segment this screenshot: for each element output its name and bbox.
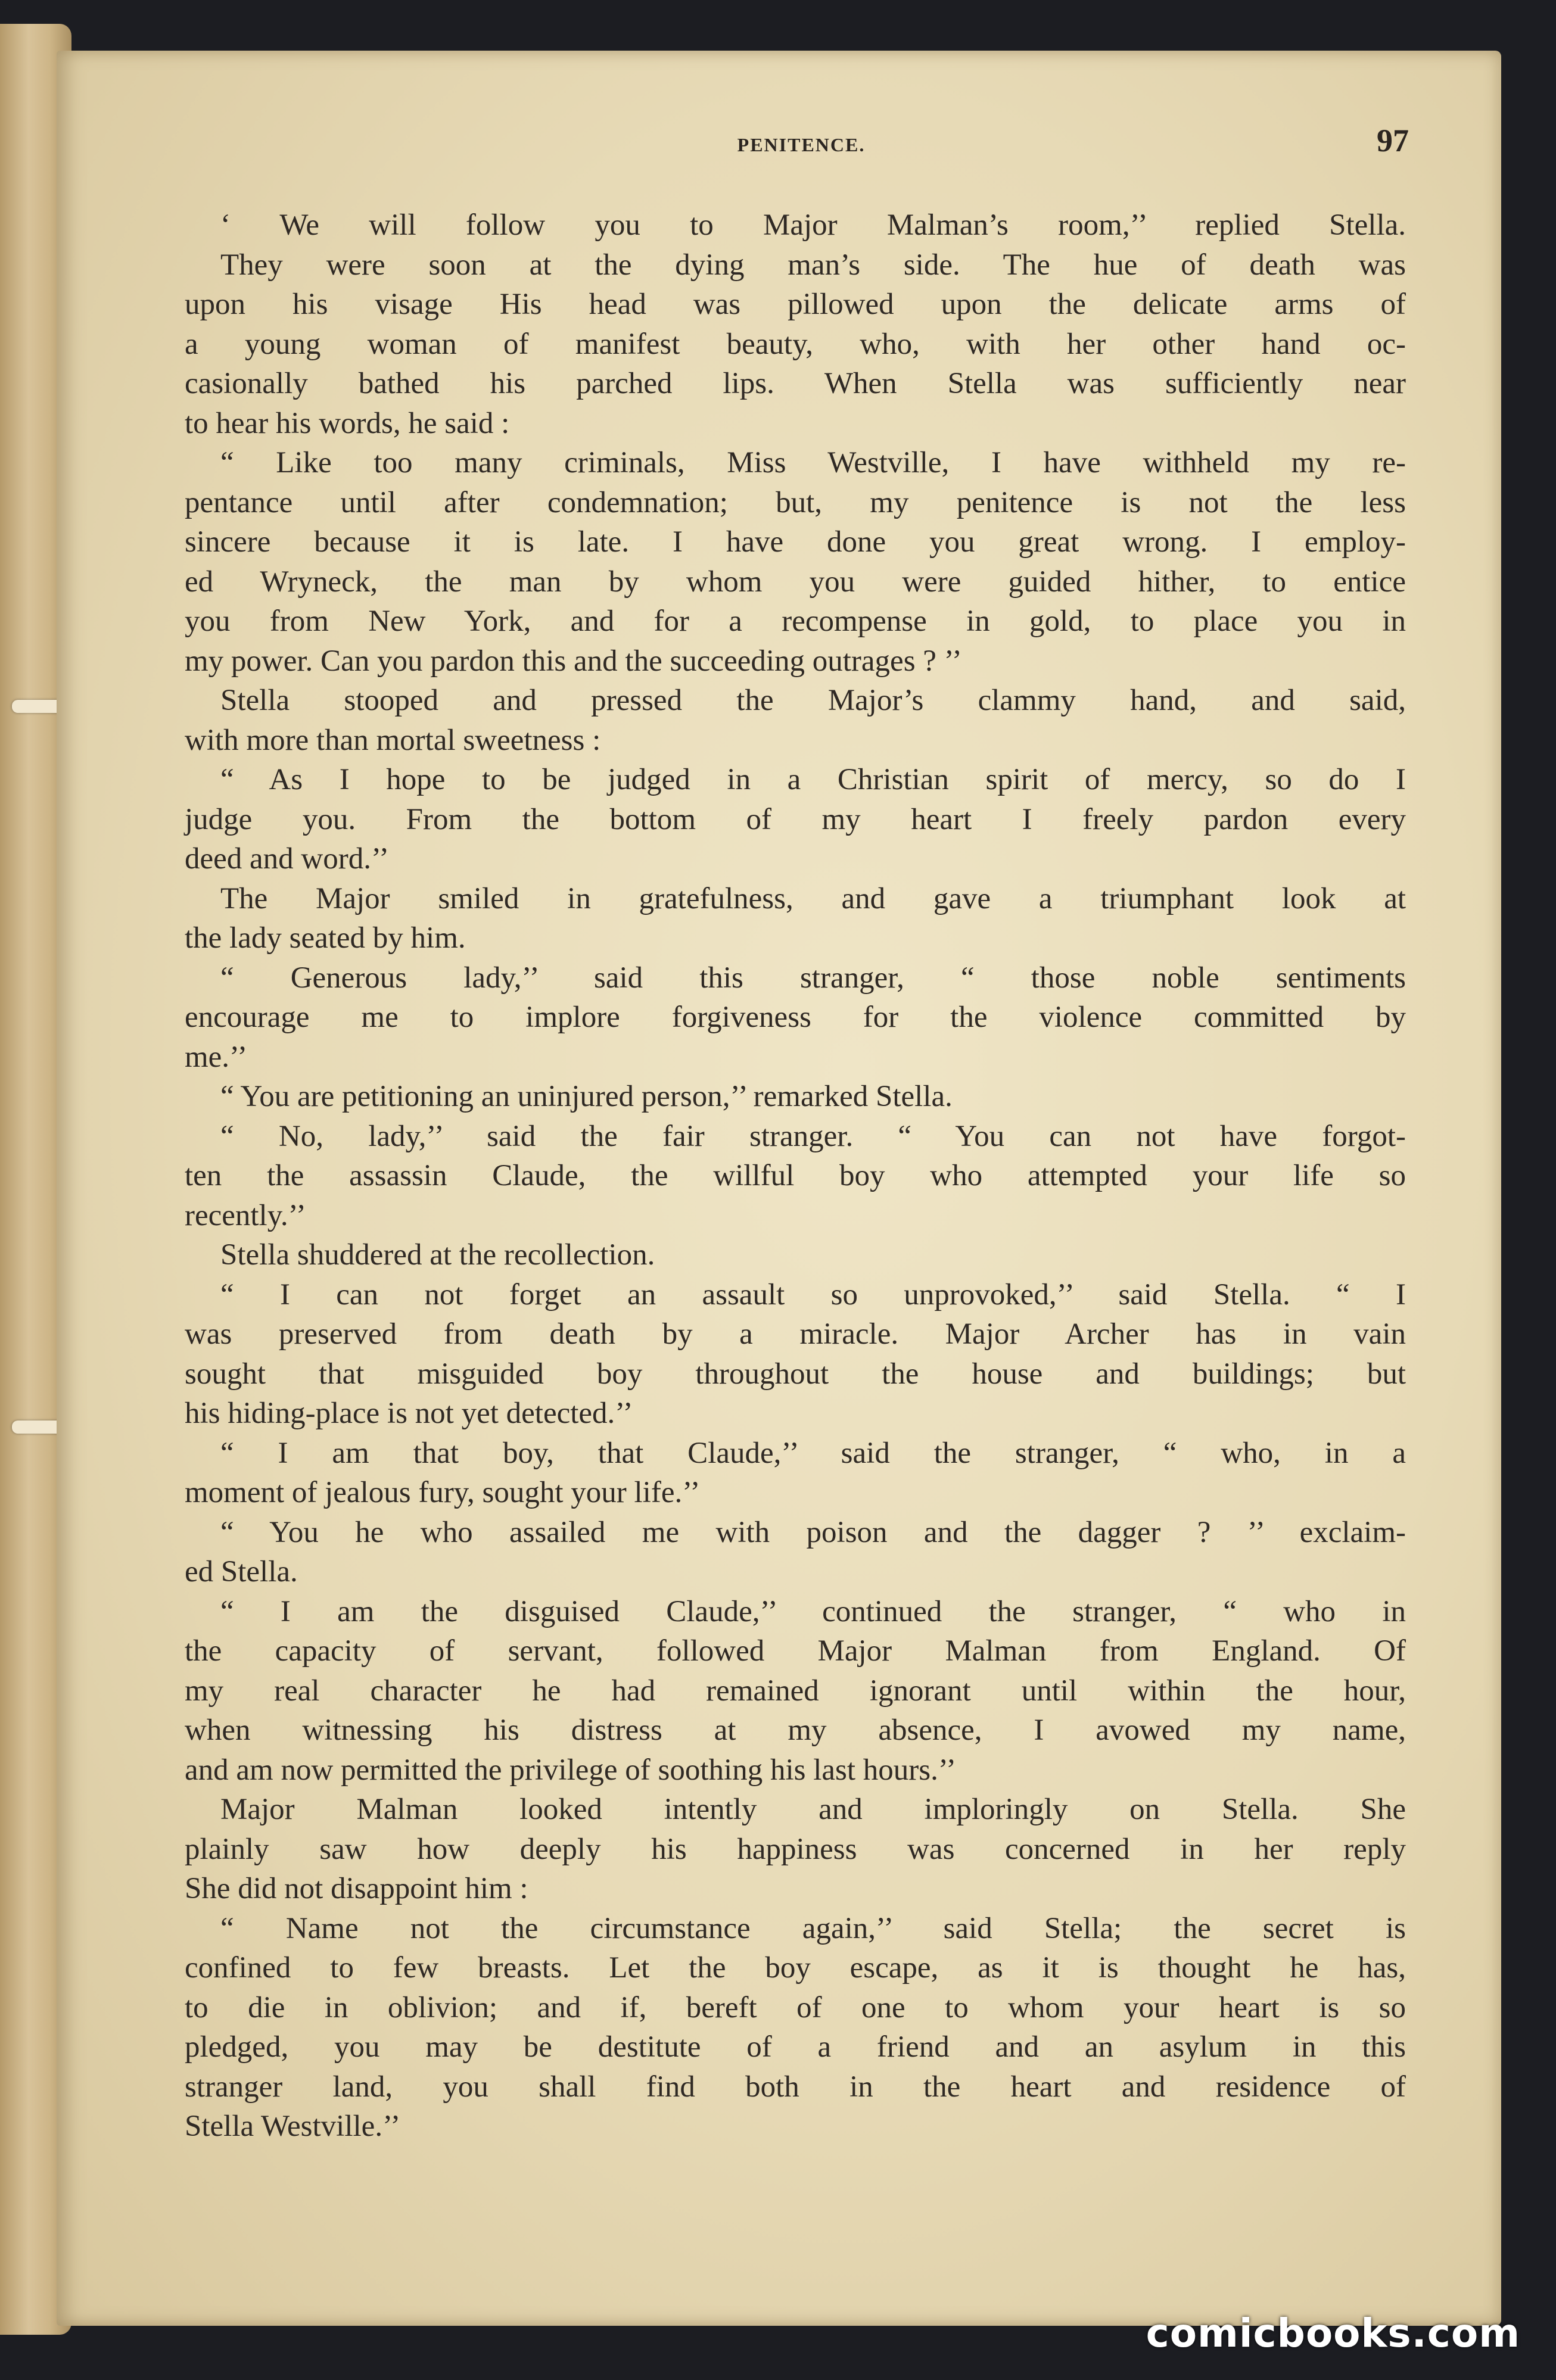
text-line: ‘ We will follow you to Major Malman’s room,’’ replied Stella.	[220, 208, 1406, 242]
text-line: confined to few breasts. Let the boy escape, as it is thought he has,	[185, 1951, 1406, 1985]
text-line: Stella Westville.’’	[185, 2110, 401, 2143]
text-line: She did not disappoint him :	[185, 1872, 528, 1905]
body-text	[185, 205, 1406, 2147]
book-page	[57, 51, 1501, 2326]
text-line: ten the assassin Claude, the willful boy who attempted your life so	[185, 1159, 1406, 1192]
text-line: my real character he had remained ignorant until within the hour,	[185, 1674, 1406, 1708]
text-line: upon his visage His head was pillowed upon the delicate arms of	[185, 288, 1406, 321]
text-line: “ Name not the circumstance again,’’ said Stella; the secret is	[220, 1911, 1406, 1945]
text-line: encourage me to implore forgiveness for the violence committed by	[185, 1001, 1406, 1034]
text-line: “ You he who assailed me with poison and the dagger ? ’’ exclaim-	[220, 1515, 1406, 1549]
text-line: and am now permitted the privilege of soothing his last hours.’’	[185, 1753, 957, 1787]
page-number: 97	[1377, 123, 1409, 158]
text-line: ed Wryneck, the man by whom you were guided hither, to entice	[185, 565, 1406, 599]
text-line: moment of jealous fury, sought your life.’’	[185, 1476, 701, 1509]
text-line: ed Stella.	[185, 1555, 298, 1588]
text-line: “ As I hope to be judged in a Christian spirit of mercy, so do I	[220, 763, 1406, 796]
text-line: pentance until after condemnation; but, my penitence is not the less	[185, 485, 1406, 519]
text-line: “ Generous lady,’’ said this stranger, “ those noble sentiments	[220, 961, 1406, 995]
text-line: The Major smiled in gratefulness, and gave a triumphant look at	[220, 881, 1406, 915]
text-line: me.’’	[185, 1040, 248, 1074]
text-line: the lady seated by him.	[185, 921, 466, 955]
text-line: “ I am that boy, that Claude,’’ said the stranger, “ who, in a	[220, 1436, 1406, 1470]
text-line: plainly saw how deeply his happiness was concerned in her reply	[185, 1832, 1406, 1866]
text-line: when witnessing his distress at my absence, I avowed my name,	[185, 1714, 1406, 1747]
text-line: Stella shuddered at the recollection.	[220, 1238, 655, 1272]
text-line: a young woman of manifest beauty, who, with her other hand oc-	[185, 327, 1406, 361]
text-line: with more than mortal sweetness :	[185, 723, 601, 757]
watermark: comicbooks.com	[1146, 2310, 1520, 2356]
text-line: “ I can not forget an assault so unprovoked,’’ said Stella. “ I	[220, 1278, 1406, 1312]
text-line: “ No, lady,’’ said the fair stranger. “ You can not have forgot-	[220, 1119, 1406, 1153]
text-line: Major Malman looked intently and imploringly on Stella. She	[220, 1793, 1406, 1826]
text-line: pledged, you may be destitute of a friend and an asylum in this	[185, 2030, 1406, 2064]
text-line: sincere because it is late. I have done you great wrong. I employ-	[185, 525, 1406, 559]
text-line: stranger land, you shall find both in the heart and residence of	[185, 2070, 1406, 2104]
text-line: judge you. From the bottom of my heart I freely pardon every	[185, 802, 1406, 836]
text-line: to die in oblivion; and if, bereft of one to whom your heart is so	[185, 1990, 1406, 2024]
text-line: They were soon at the dying man’s side. The hue of death was	[220, 248, 1406, 282]
text-line: you from New York, and for a recompense in gold, to place you in	[185, 605, 1406, 638]
text-line: “ Like too many criminals, Miss Westville, I have withheld my re-	[220, 446, 1406, 479]
text-line: to hear his words, he said :	[185, 406, 510, 440]
text-line: recently.’’	[185, 1198, 306, 1232]
text-line: my power. Can you pardon this and the succeeding outrages ? ’’	[185, 644, 962, 678]
text-line: sought that misguided boy throughout the house and buildings; but	[185, 1357, 1406, 1391]
text-line: was preserved from death by a miracle. Major Archer has in vain	[185, 1317, 1406, 1351]
text-line: Stella stooped and pressed the Major’s clammy hand, and said,	[220, 684, 1406, 717]
text-line: “ You are petitioning an uninjured person,’’ remarked Stella.	[220, 1080, 953, 1113]
running-head: PENITENCE.	[737, 134, 866, 155]
text-line: “ I am the disguised Claude,’’ continued the stranger, “ who in	[220, 1594, 1406, 1628]
text-line: his hiding-place is not yet detected.’’	[185, 1397, 633, 1430]
text-line: deed and word.’’	[185, 842, 390, 876]
text-line: casionally bathed his parched lips. When Stella was sufficiently near	[185, 367, 1406, 400]
text-line: the capacity of servant, followed Major Malman from England. Of	[185, 1634, 1406, 1668]
